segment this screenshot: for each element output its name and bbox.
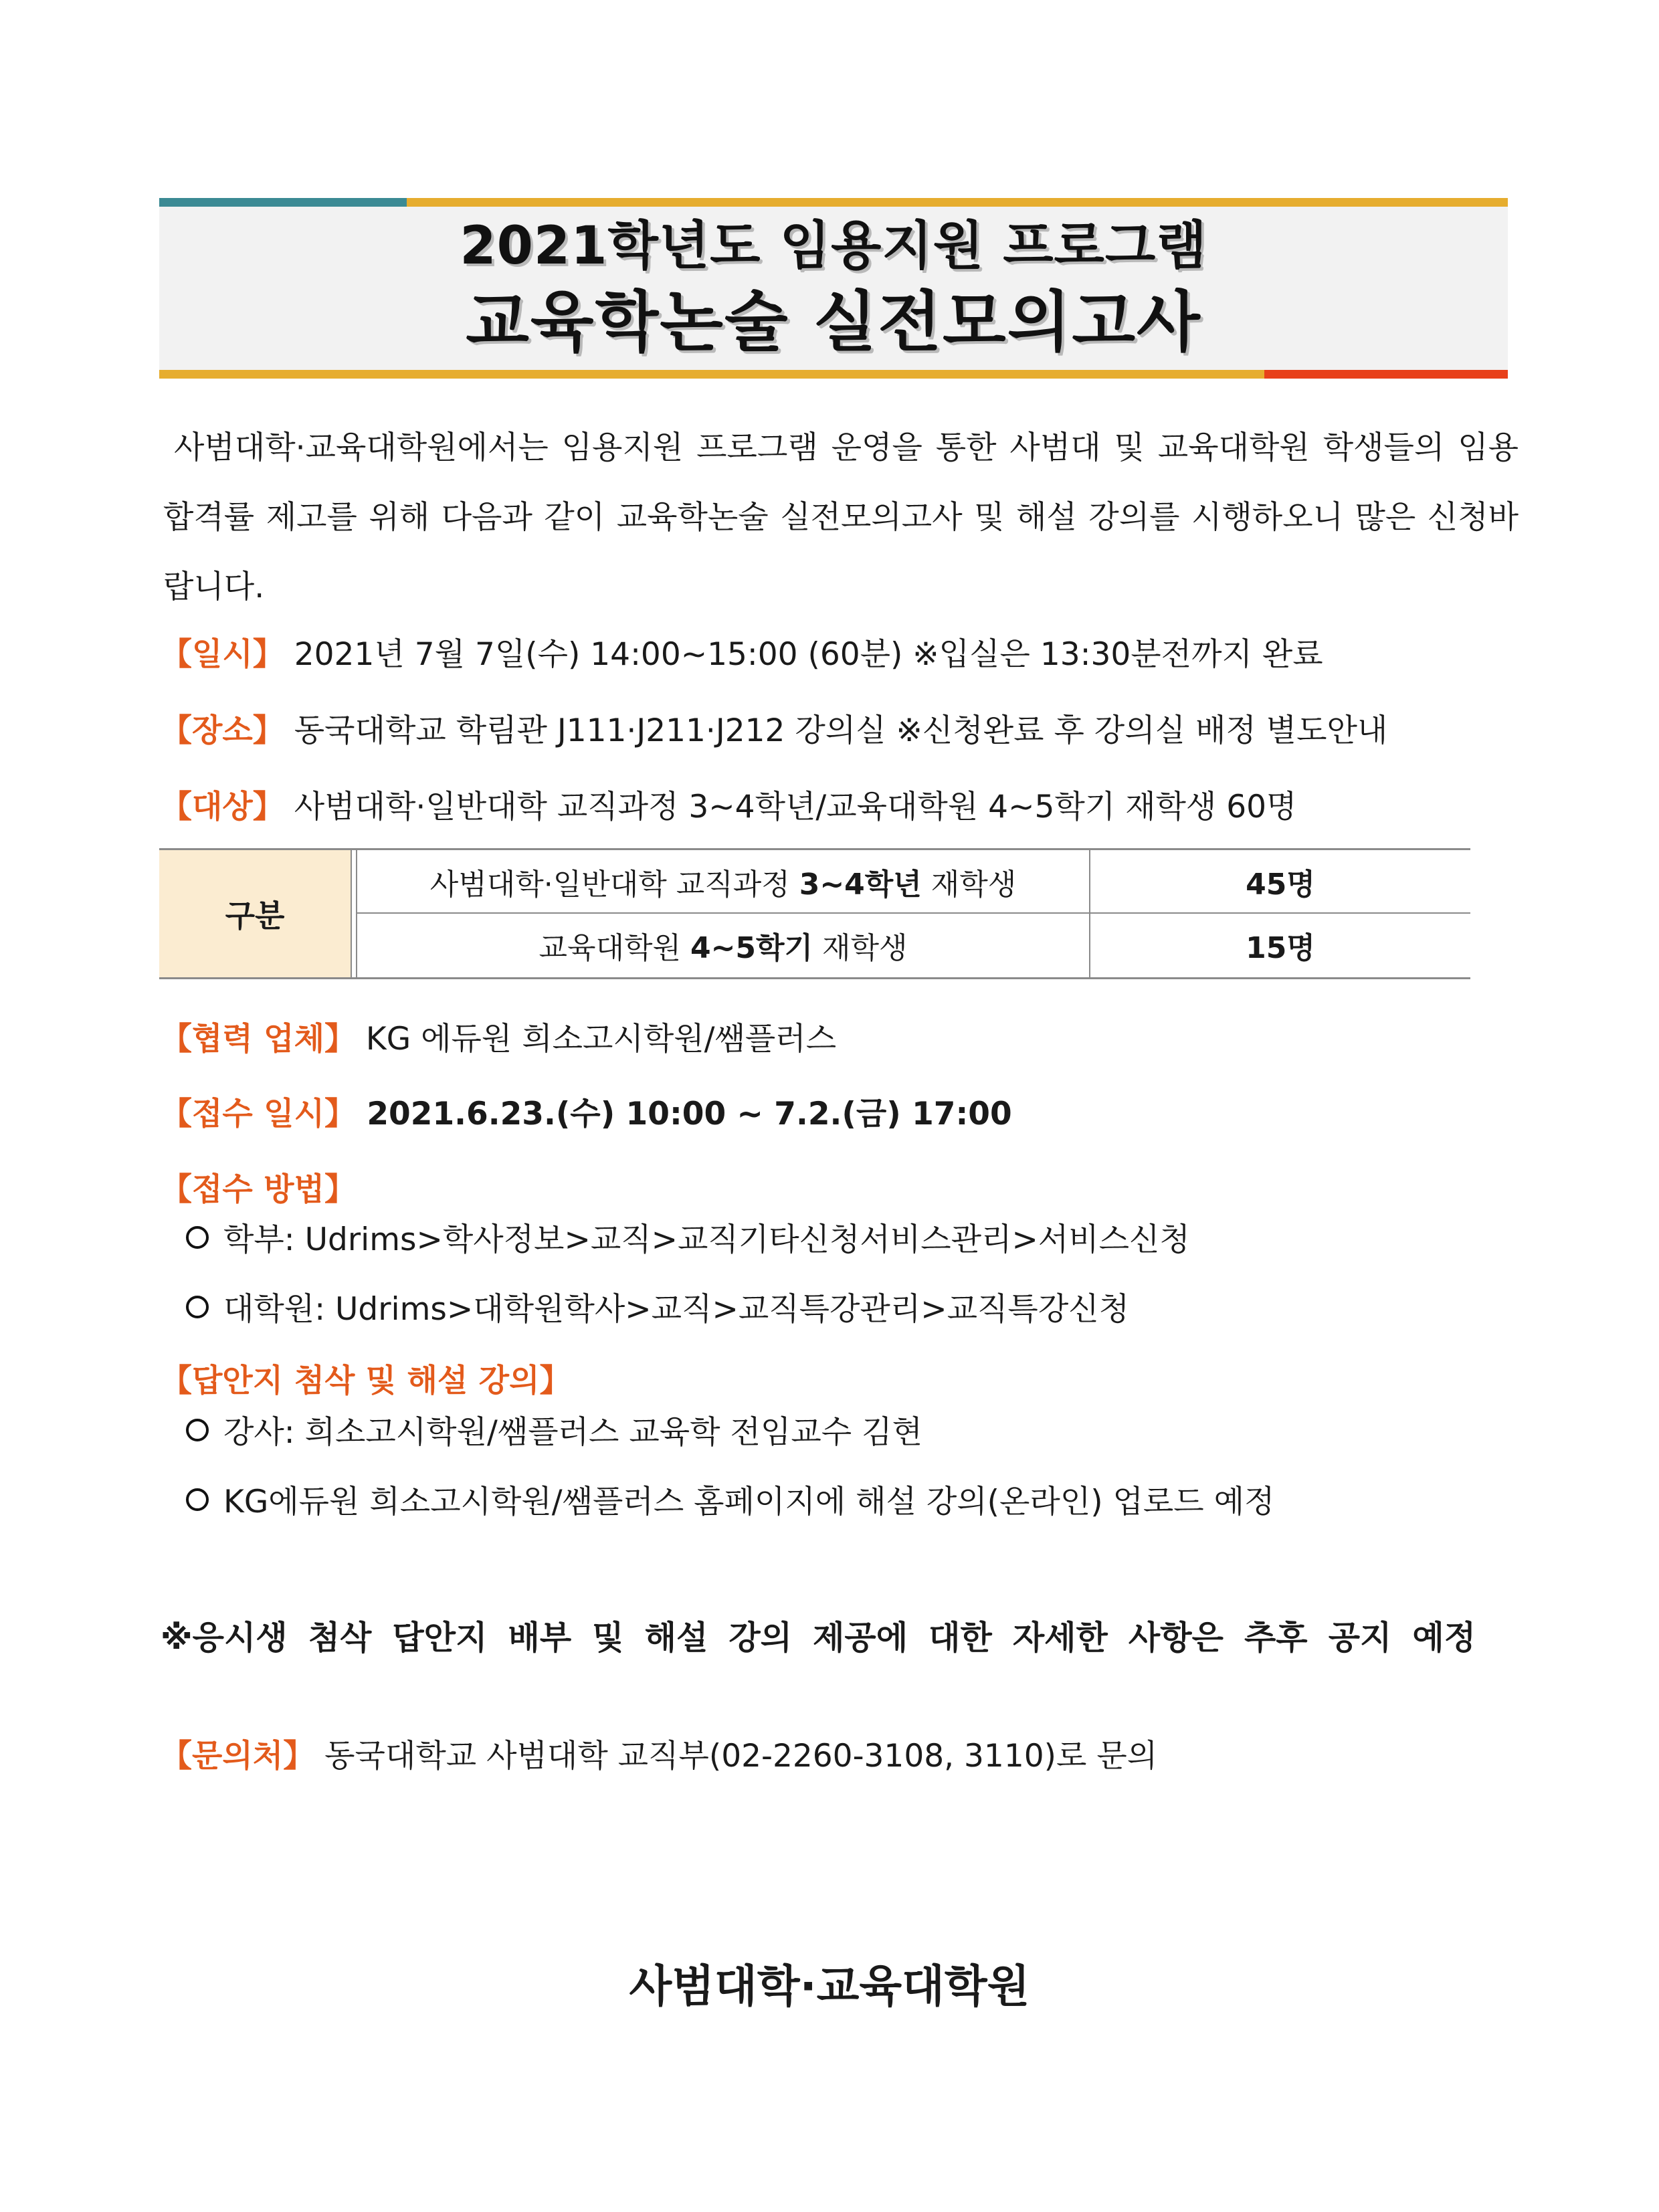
place-row <box>161 711 1387 751</box>
apply-period-label: 【접수 일시】 <box>161 1096 356 1132</box>
apply-method-item-1-text: 학부: Udrims>학사정보>교직>교직기타신청서비스관리>서비스신청 <box>223 1221 1190 1258</box>
schedule-text: 2021년 7월 7일(수) 14:00~15:00 (60분) ※입실은 13:30분전까지 완료 <box>284 636 1323 673</box>
target-table <box>159 848 1470 979</box>
circle-bullet-icon <box>186 1226 209 1249</box>
table-row-1-text-pre: 사범대학·일반대학 교직과정 <box>429 867 799 902</box>
contact-row <box>161 1736 1157 1777</box>
apply-method-item-2 <box>186 1290 1129 1330</box>
banner-bottom-red-bar <box>1264 370 1508 379</box>
intro-paragraph: 사범대학·교육대학원에서는 임용지원 프로그램 운영을 통한 사범대 및 교육대학원 학생들의 임용 합격률 제고를 위해 다음과 같이 교육학논술 실전모의고사 및 해설 강의를 시행하오니 많은 신청바랍니다. <box>163 429 1519 605</box>
circle-bullet-icon <box>186 1296 209 1318</box>
contact-text: 동국대학교 사범대학 교직부(02-2260-3108, 3110)로 문의 <box>314 1738 1158 1775</box>
apply-method-label: 【접수 방법】 <box>161 1171 356 1208</box>
place-text: 동국대학교 학림관 J111·J211·J212 강의실 ※신청완료 후 강의실 배정 별도안내 <box>284 712 1388 749</box>
target-text: 사범대학·일반대학 교직과정 3~4학년/교육대학원 4~5학기 재학생 60명 <box>284 789 1297 825</box>
table-row-2-count: 15명 <box>1246 930 1315 965</box>
apply-method-item-2-text: 대학원: Udrims>대학원학사>교직>교직특강관리>교직특강신청 <box>223 1291 1130 1328</box>
lecture-item-2 <box>186 1482 1274 1522</box>
contact-label: 【문의처】 <box>161 1738 315 1775</box>
target-label: 【대상】 <box>161 789 284 825</box>
table-row-2-text-post: 재학생 <box>813 930 908 965</box>
title-line-2: 교육학논술 실전모의고사 <box>466 284 1201 361</box>
table-row-1-text-bold: 3~4학년 <box>799 867 922 902</box>
partner-text: KG 에듀원 희소고시학원/쌤플러스 <box>355 1021 837 1058</box>
table-double-divider <box>351 850 357 977</box>
table-row-1-text-post: 재학생 <box>921 867 1017 902</box>
partner-row <box>161 1019 836 1060</box>
lecture-item-1 <box>186 1413 922 1453</box>
table-row-2-description <box>357 914 1089 976</box>
table-header-cell: 구분 <box>159 850 351 977</box>
schedule-row <box>161 635 1323 675</box>
lecture-item-1-text: 강사: 희소고시학원/쌤플러스 교육학 전임교수 김현 <box>223 1414 922 1451</box>
apply-period-row <box>161 1094 1012 1134</box>
lecture-row <box>161 1361 571 1401</box>
notice-text: ※응시생 첨삭 답안지 배부 및 해설 강의 제공에 대한 자세한 사항은 추후 공지 예정 <box>161 1619 1476 1657</box>
circle-bullet-icon <box>186 1488 209 1511</box>
apply-method-row <box>161 1170 356 1210</box>
place-label: 【장소】 <box>161 712 284 749</box>
apply-period-text: 2021.6.23.(수) 10:00 ~ 7.2.(금) 17:00 <box>355 1096 1012 1132</box>
banner-top-teal-bar <box>159 198 407 207</box>
target-row <box>161 787 1296 827</box>
banner-top-gold-bar <box>407 198 1508 207</box>
partner-label: 【협력 업체】 <box>161 1021 356 1058</box>
lecture-label: 【답안지 첨삭 및 해설 강의】 <box>161 1363 571 1399</box>
table-row-2-text-bold: 4~5학기 <box>690 930 813 965</box>
circle-bullet-icon <box>186 1419 209 1441</box>
table-row-1-count: 45명 <box>1246 867 1315 902</box>
table-row-1-description <box>357 850 1089 912</box>
table-row-2-text-pre: 교육대학원 <box>539 930 690 965</box>
footer-signature: 사범대학·교육대학원 <box>629 1960 1030 2012</box>
apply-method-item-1 <box>186 1220 1190 1260</box>
schedule-label: 【일시】 <box>161 636 284 673</box>
title-line-1: 2021학년도 임용지원 프로그램 <box>460 216 1207 276</box>
lecture-item-2-text: KG에듀원 희소고시학원/쌤플러스 홈페이지에 해설 강의(온라인) 업로드 예정 <box>223 1484 1275 1520</box>
banner-bottom-gold-bar <box>159 370 1264 379</box>
